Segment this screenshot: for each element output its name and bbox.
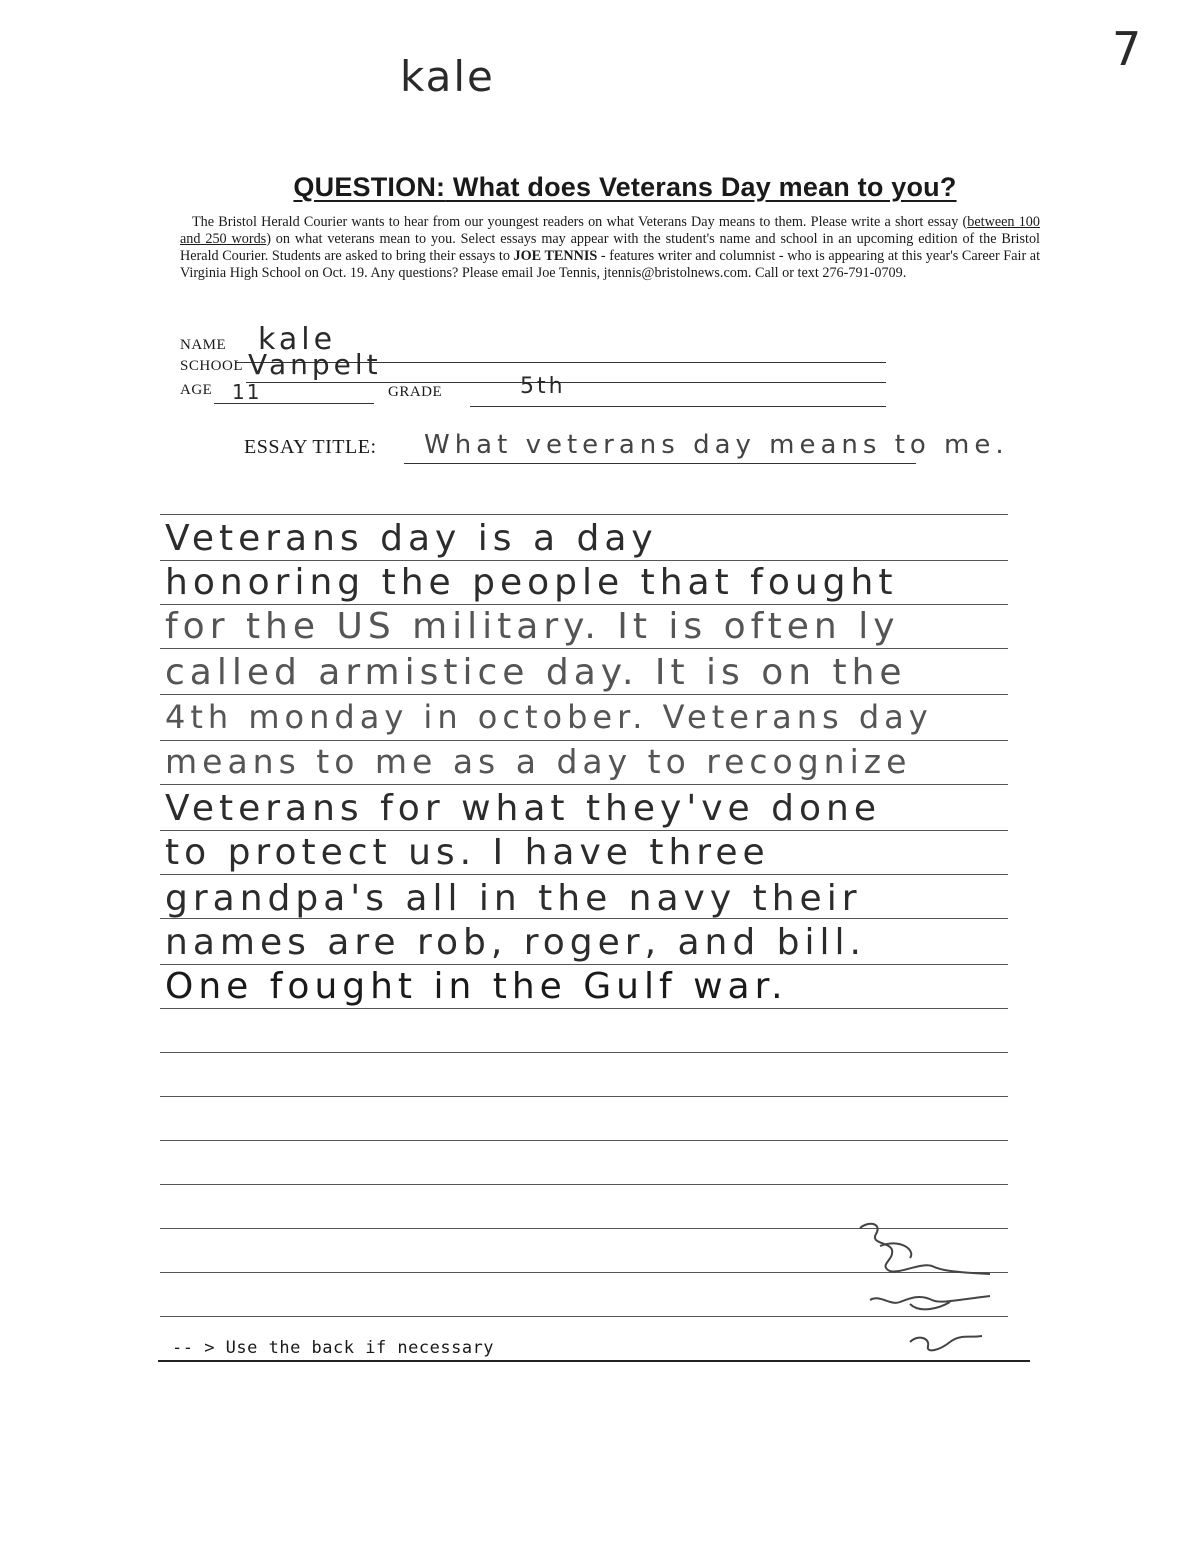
essay-line: grandpa's all in the navy their [165,878,862,919]
ruled-line [160,784,1008,785]
question-text: What does Veterans Day mean to you? [445,172,957,202]
ruled-line [160,740,1008,741]
intro-part1: The Bristol Herald Courier wants to hear from our youngest readers on what Veterans Day means to them. Please write a short essay ( [192,214,968,230]
intro-word-count: between 100 and 250 words [180,214,1040,247]
name-label: NAME [180,337,227,353]
age-underline [214,403,374,404]
ruled-line [160,648,1008,649]
bottom-rule [158,1360,1030,1362]
essay-title-label: ESSAY TITLE: [244,436,377,458]
grade-label: GRADE [388,384,443,400]
essay-line: Veterans for what they've done [165,788,881,829]
essay-line: Veterans day is a day [165,518,658,559]
ruled-line [160,604,1008,605]
top-handwritten-name: kale [400,52,495,101]
ruled-line [160,1140,1008,1141]
essay-line: means to me as a day to recognize [165,742,912,781]
ruled-line [160,1096,1008,1097]
grade-value[interactable]: 5th [520,374,566,399]
use-back-note: -- > Use the back if necessary [172,1338,495,1358]
essay-line: 4th monday in october. Veterans day [165,698,933,736]
school-value[interactable]: Vanpelt [248,348,382,381]
question-label: QUESTION: [293,172,446,202]
ruled-line [160,1008,1008,1009]
essay-title-underline [404,463,916,464]
essay-line: names are rob, roger, and bill. [165,922,866,963]
school-label: SCHOOL [180,358,244,374]
essay-line: to protect us. I have three [165,832,770,873]
ruled-line [160,514,1008,515]
age-value[interactable]: 11 [232,380,262,404]
grader-scribble-marks [840,1214,1010,1374]
ruled-line [160,830,1008,831]
school-underline [246,382,886,383]
essay-line: One fought in the Gulf war. [165,966,788,1007]
ruled-line [160,560,1008,561]
essay-line: called armistice day. It is on the [165,652,907,693]
grade-underline [470,406,886,407]
name-value[interactable]: kale [258,322,337,357]
page-number: 7 [1112,22,1142,76]
essay-line: for the US military. It is often ly [165,606,900,647]
essay-title-value[interactable]: What veterans day means to me. [424,430,1009,460]
ruled-line [160,874,1008,875]
intro-paragraph [180,214,1040,282]
intro-part2: ) on what veterans mean to you. Select essays may appear with the student's name and school in an upcoming edition of the Bristol Herald Courier. Students are asked to bring their essays to [180,231,1040,264]
intro-name: JOE TENNIS [513,248,598,264]
intro-part3: - features writer and columnist - who is appearing at this year's Career Fair at Virginia High School on Oct. 19. Any questions? Please email Joe Tennis, jtennis@bristolnews.com. Call or text 276-791-0709. [180,248,1041,281]
ruled-line [160,694,1008,695]
essay-line: honoring the people that fought [165,562,898,603]
ruled-line [160,1184,1008,1185]
question-title [180,172,1070,203]
age-label: AGE [180,382,213,398]
ruled-line [160,1052,1008,1053]
ruled-line [160,964,1008,965]
